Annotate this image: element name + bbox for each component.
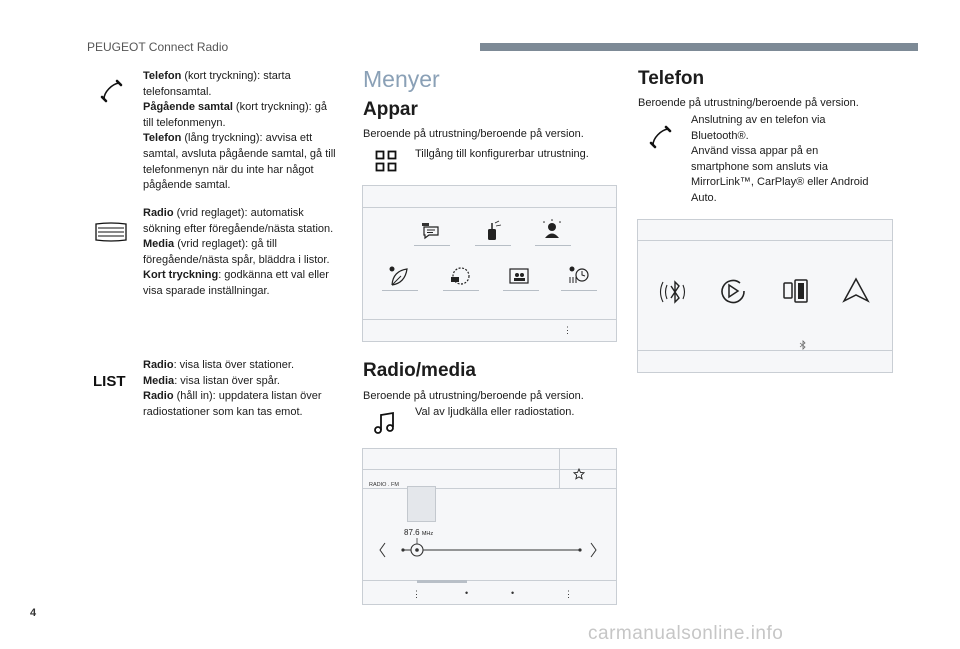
para-line: Pågående samtal (kort tryckning): gå till telefonmenyn. xyxy=(143,101,328,129)
hand-gesture-icon xyxy=(483,220,503,242)
text-line: Använd vissa appar på en xyxy=(691,145,819,158)
watermark: carmanualsonline.info xyxy=(588,623,784,644)
text-line: Auto. xyxy=(691,191,717,204)
driver-profile-icon xyxy=(541,219,563,241)
list-button-label: LIST xyxy=(93,373,126,390)
music-note-icon xyxy=(373,410,397,434)
para-line: Radio: visa lista över stationer. xyxy=(143,359,295,371)
radio-band-label: RADIO . FM xyxy=(369,482,399,488)
settings-gauge-icon xyxy=(449,264,471,286)
menus-heading: Menyer xyxy=(363,66,440,92)
rotary-knob-icon xyxy=(94,222,128,242)
dot-icon: • xyxy=(511,588,515,598)
apps-item-text: Tillgång till konfigurerbar utrustning. xyxy=(415,148,589,160)
more-options-icon: ⋮ xyxy=(563,325,572,335)
station-artwork-placeholder xyxy=(407,486,436,522)
phone-screen-image xyxy=(637,219,893,373)
list-menu-icon: ⋮ xyxy=(412,589,421,599)
header-bar xyxy=(480,43,918,51)
apps-description: Beroende på utrustning/beroende på version. xyxy=(363,128,584,140)
para-line: Radio (vrid reglaget): automatisk sökning efter föregående/nästa station. xyxy=(143,207,334,235)
apps-heading: Appar xyxy=(363,99,418,120)
text-line: MirrorLink™, CarPlay® eller Android xyxy=(691,176,869,189)
para-line: Media (vrid reglaget): gå till föregående/nästa spår, bläddra i listor. xyxy=(143,238,330,266)
radio-screen-image xyxy=(362,448,617,605)
frequency-slider xyxy=(377,538,607,564)
para-line: Media: visa listan över spår. xyxy=(143,374,280,387)
running-header: PEUGEOT Connect Radio xyxy=(87,40,229,54)
active-tab-indicator xyxy=(417,580,467,583)
para-line: Telefon (lång tryckning): avvisa ett samtal, avsluta pågående samtal, gå till telefonmenyn när du inte har något pågående samtal. xyxy=(143,132,336,192)
radio-description: Beroende på utrustning/beroende på version. xyxy=(363,390,584,402)
phone-icon xyxy=(100,79,124,103)
radio-item-text: Val av ljudkälla eller radiostation. xyxy=(415,406,575,418)
vehicle-info-icon xyxy=(420,220,442,242)
frequency-value: 87.6 MHz xyxy=(404,528,434,537)
apps-screen-image xyxy=(362,185,617,342)
para-line: Telefon (kort tryckning): starta telefonsamtal. xyxy=(143,70,291,98)
list-description xyxy=(143,358,338,420)
bluetooth-status-icon xyxy=(799,340,807,350)
phone-heading: Telefon xyxy=(638,68,705,89)
more-options-icon: ⋮ xyxy=(564,589,573,599)
bluetooth-icon xyxy=(657,274,693,310)
text-line: smartphone som ansluts via xyxy=(691,160,828,173)
para-line: Radio (håll in): uppdatera listan över radiostationer som kan tas emot. xyxy=(143,390,322,418)
contacts-card-icon xyxy=(508,265,530,287)
carplay-icon xyxy=(718,276,748,306)
next-arrow-icon xyxy=(591,543,596,557)
phone-description xyxy=(143,69,338,194)
text-line: Anslutning av en telefon via xyxy=(691,114,826,126)
android-auto-icon xyxy=(841,276,871,304)
phone-section-description: Beroende på utrustning/beroende på version. xyxy=(638,97,859,109)
para-line: Kort tryckning: godkänna ett val eller visa sparade inställningar. xyxy=(143,269,329,297)
favorite-star-icon xyxy=(573,468,585,480)
text-line: Bluetooth®. xyxy=(691,129,749,142)
phone-icon xyxy=(649,125,673,149)
previous-arrow-icon xyxy=(380,543,385,557)
mirrorlink-icon xyxy=(781,277,811,305)
dot-icon: • xyxy=(465,588,469,598)
climate-timer-icon xyxy=(567,264,591,286)
eco-leaf-icon xyxy=(388,265,410,287)
rotary-knob-description xyxy=(143,206,338,300)
apps-grid-icon xyxy=(375,150,397,172)
phone-item-text xyxy=(691,113,906,207)
radio-media-heading: Radio/media xyxy=(363,360,476,381)
page-number: 4 xyxy=(30,607,37,619)
